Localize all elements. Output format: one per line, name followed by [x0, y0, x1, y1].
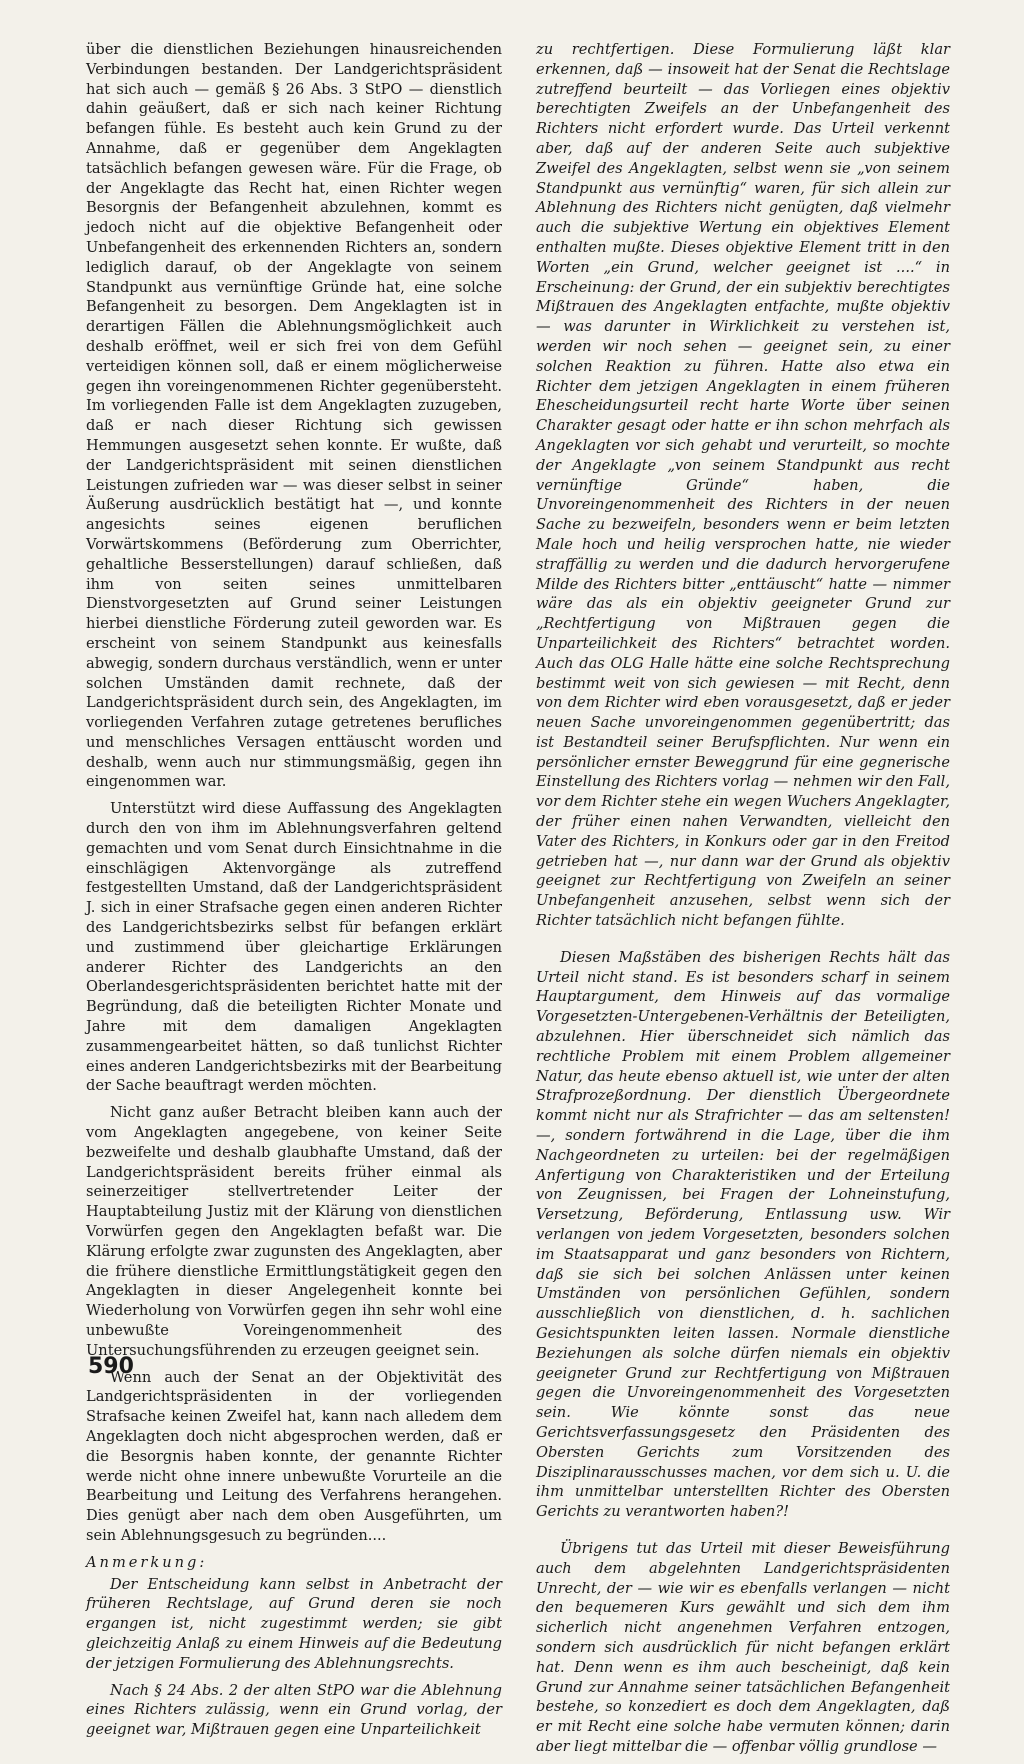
paragraph: über die dienstlichen Beziehungen hinausreichenden Verbindungen bestanden. Der Landgerichtspräsident hat sich auch — gemäß § 26 Abs. 3 StPO — dienstlich dahin geäußert, daß er sich nach keiner Richtung befangen fühle. Es besteht auch kein Grund zu der Annahme, daß er gegenüber dem Angeklagten tatsächlich befangen gewesen wäre. Für die Frage, ob der Angeklagte das Recht hat, einen Richter wegen Besorgnis der Befangenheit abzulehnen, kommt es jedoch nicht auf die objektive Befangenheit oder Unbefangenheit des erkennenden Richters an, sondern lediglich darauf, ob der Angeklagte von seinem Standpunkt aus vernünftige Gründe hat, eine solche Befangenheit zu besorgen. Dem Angeklagten ist in derartigen Fällen die Ablehnungsmöglichkeit auch deshalb eröffnet, weil er sich frei von dem Gefühl verteidigen können soll, daß er einem möglicherweise gegen ihn voreingenommenen Richter gegenübersteht. Im vorliegenden Falle ist dem Angeklagten zuzugeben, daß er nach dieser Richtung sich gewissen Hemmungen ausgesetzt sehen konnte. Er wußte, daß der Landgerichtspräsident mit seinen dienstlichen Leistungen zufrieden war — was dieser selbst in seiner Äußerung ausdrücklich bestätigt hat —, und konnte angesichts seines eigenen beruflichen Vorwärtskommens (Beförderung zum Oberrichter, gehaltliche Besserstellungen) darauf schließen, daß ihm von seiten seines unmittelbaren Dienstvorgesetzten auf Grund seiner Leistungen hierbei dienstliche Förderung zuteil geworden war. Es erscheint von seinem Standpunkt aus keinesfalls abwegig, sondern durchaus verständlich, wenn er unter solchen Umständen damit rechnete, daß der Landgerichtspräsident durch sein, des Angeklagten, im vorliegenden Verfahren zutage getretenes berufliches und menschliches Versagen enttäuscht worden und deshalb, wenn auch nur stimmungsmäßig, gegen ihn eingenommen war.: [86, 41, 502, 791]
annotation-heading: Anmerkung:: [86, 1553, 208, 1571]
annotation-block: [86, 1575, 502, 1740]
paragraph: Übrigens tut das Urteil mit dieser Beweisführung auch dem abgelehnten Landgerichtspräsidenten Unrecht, der — wie wir es ebenfalls verlangen — nicht den bequemeren Kurs gewählt und sich dem ihm sicherlich nicht angenehmen Verfahren entzogen, sondern sich ausdrücklich für nicht befangen erklärt hat. Denn wenn es ihm auch bescheinigt, daß kein Grund zur Annahme seiner tatsächlichen Befangenheit bestehe, so konzediert es doch dem Angeklagten, daß er mit Recht eine solche habe vermuten können; darin aber liegt mittelbar die — offenbar völlig grundlose —: [536, 1539, 950, 1755]
page-number: 590: [88, 1354, 134, 1379]
left-column: [86, 40, 502, 1747]
paragraph: Nach § 24 Abs. 2 der alten StPO war die Ablehnung eines Richters zulässig, wenn ein Grund vorlag, der geeignet war, Mißtrauen gegen eine Unparteilichkeit: [86, 1681, 502, 1739]
paragraph: Diesen Maßstäben des bisherigen Rechts hält das Urteil nicht stand. Es ist besonders scharf in seinem Hauptargument, dem Hinweis auf das vormalige Vorgesetzten-Untergebenen-Verhältnis der Beteiligten, abzulehnen. Hier überschneidet sich nämlich das rechtliche Problem mit einem Problem allgemeiner Natur, das heute ebenso aktuell ist, wie unter der alten Strafprozeßordnung. Der dienstlich Übergeordnete kommt nicht nur als Strafrichter — das am seltensten! —, sondern fortwährend in die Lage, über die ihm Nachgeordneten zu urteilen: bei der regelmäßigen Anfertigung von Charakteristiken und der Erteilung von Zeugnissen, bei Fragen der Lohneinstufung, Versetzung, Beförderung, Entlassung usw. Wir verlangen von jedem Vorgesetzten, besonders solchen im Staatsapparat und ganz besonders von Richtern, daß sie sich bei solchen Anlässen unter keinen Umständen von persönlichen Gefühlen, sondern ausschließlich von dienstlichen, d. h. sachlichen Gesichtspunkten leiten lassen. Normale dienstliche Beziehungen als solche dürfen niemals ein objektiv geeigneter Grund zur Rechtfertigung von Mißtrauen gegen die Unvoreingenommenheit des Vorgesetzten sein. Wie könnte sonst das neue Gerichtsverfassungsgesetz den Präsidenten des Obersten Gerichts zum Vorsitzenden des Disziplinarausschusses machen, vor dem sich u. U. die ihm unmittelbar unterstellten Richter des Obersten Gerichts zu verantworten haben?!: [536, 948, 950, 1521]
paragraph: zu rechtfertigen. Diese Formulierung läßt klar erkennen, daß — insoweit hat der Senat die Rechtslage zutreffend beurteilt — das Vorliegen eines objektiv berechtigten Zweifels an der Unbefangenheit des Richters nicht erfordert wurde. Das Urteil verkennt aber, daß auf der anderen Seite auch subjektive Zweifel des Angeklagten, selbst wenn sie „von seinem Standpunkt aus vernünftig“ waren, für sich allein zur Ablehnung des Richters nicht genügten, daß vielmehr auch die subjektive Wertung ein objektives Element enthalten mußte. Dieses objektive Element tritt in den Worten „ein Grund, welcher geeignet ist ....“ in Erscheinung: der Grund, der ein subjektiv berechtigtes Mißtrauen des Angeklagten entfachte, mußte objektiv — was darunter in Wirklichkeit zu verstehen ist, werden wir noch sehen — geeignet sein, zu einer solchen Reaktion zu führen. Hatte also etwa ein Richter dem jetzigen Angeklagten in einem früheren Ehescheidungsurteil recht harte Worte über seinen Charakter gesagt oder hatte er ihn schon mehrfach als Angeklagten vor sich gehabt und verurteilt, so mochte der Angeklagte „von seinem Standpunkt aus recht vernünftige Gründe“ haben, die Unvoreingenommenheit des Richters in der neuen Sache zu bezweifeln, besonders wenn er beim letzten Male hoch und heilig versprochen hatte, nie wieder straffällig zu werden und die dadurch hervorgerufene Milde des Richters bitter „enttäuscht“ hatte — nimmer wäre das als ein objektiv geeigneter Grund zur „Rechtfertigung von Mißtrauen gegen die Unparteilichkeit des Richters“ betrachtet worden. Auch das OLG Halle hätte eine solche Rechtsprechung bestimmt weit von sich gewiesen — mit Recht, denn von dem Richter wird eben vorausgesetzt, daß er jeder neuen Sache unvoreingenommen gegenübertritt; das ist Bestandteil seiner Berufspflichten. Nur wenn ein persönlicher ernster Beweggrund für eine gegnerische Einstellung des Richters vorlag — nehmen wir den Fall, vor dem Richter stehe ein wegen Wuchers Angeklagter, der früher einen nahen Verwandten, vielleicht den Vater des Richters, in Konkurs oder gar in den Freitod getrieben hat —, nur dann war der Grund als objektiv geeignet zur Rechtfertigung von Zweifeln an seiner Unbefangenheit anzusehen, selbst wenn sich der Richter tatsächlich nicht befangen fühlte.: [536, 41, 950, 930]
right-column: [536, 40, 950, 1764]
paragraph: Nicht ganz außer Betracht bleiben kann auch der vom Angeklagten angegebene, von keiner Seite bezweifelte und deshalb glaubhafte Umstand, daß der Landgerichtspräsident bereits früher einmal als seinerzeitiger stellvertretender Leiter der Hauptabteilung Justiz mit der Klärung von dienstlichen Vorwürfen gegen den Angeklagten befaßt war. Die Klärung erfolgte zwar zugunsten des Angeklagten, aber die frühere dienstliche Ermittlungstätigkeit gegen den Angeklagten in dieser Angelegenheit konnte bei Wiederholung von Vorwürfen gegen ihn sehr wohl eine unbewußte Voreingenommenheit des Untersuchungsführenden zu erzeugen geeignet sein.: [86, 1104, 502, 1359]
paragraph: Der Entscheidung kann selbst in Anbetracht der früheren Rechtslage, auf Grund deren sie noch ergangen ist, nicht zugestimmt werden; sie gibt gleichzeitig Anlaß zu einem Hinweis auf die Bedeutung der jetzigen Formulierung des Ablehnungsrechts.: [86, 1575, 502, 1672]
paragraph: Wenn auch der Senat an der Objektivität des Landgerichtspräsidenten in der vorliegenden Strafsache keinen Zweifel hat, kann nach alledem dem Angeklagten doch nicht abgesprochen werden, daß er die Besorgnis haben konnte, der genannte Richter werde nicht ohne innere unbewußte Vorurteile an die Bearbeitung und Leitung des Verfahrens herangehen. Dies genügt aber nach dem oben Ausgeführten, um sein Ablehnungsgesuch zu begründen....: [86, 1368, 502, 1544]
paragraph: Unterstützt wird diese Auffassung des Angeklagten durch den von ihm im Ablehnungsverfahren geltend gemachten und vom Senat durch Einsichtnahme in die einschlägigen Aktenvorgänge als zutreffend festgestellten Umstand, daß der Landgerichtspräsident J. sich in einer Strafsache gegen einen anderen Richter des Landgerichtsbezirks selbst für befangen erklärt und zustimmend über gleichartige Erklärungen anderer Richter des Landgerichts an den Oberlandesgerichtspräsidenten berichtet hatte mit der Begründung, daß die beteiligten Richter Monate und Jahre mit dem damaligen Angeklagten zusammengearbeitet hätten, so daß tunlichst Richter eines anderen Landgerichtsbezirks mit der Bearbeitung der Sache beauftragt werden möchten.: [86, 800, 502, 1095]
